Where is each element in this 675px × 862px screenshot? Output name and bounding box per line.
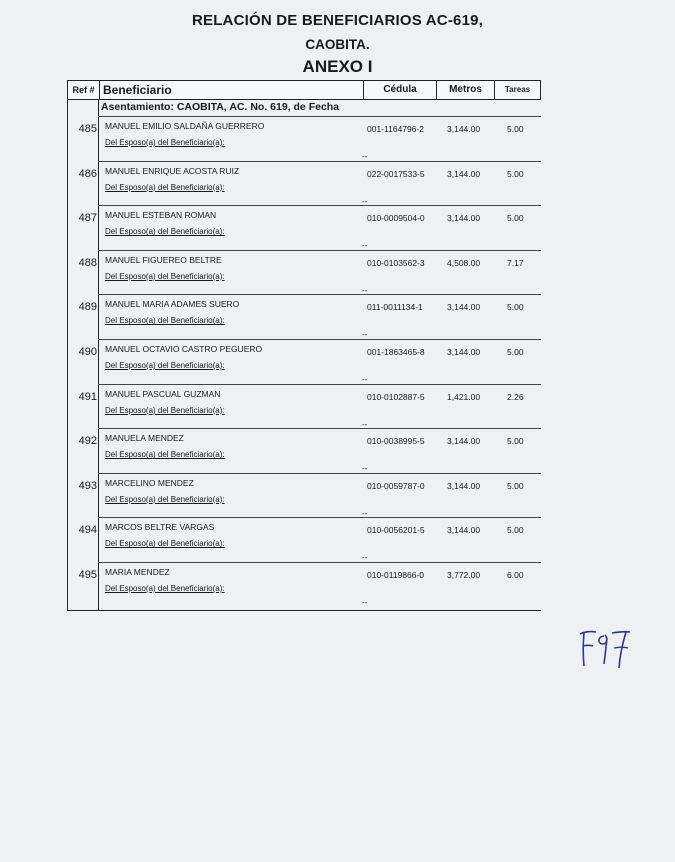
table-row [67,473,541,517]
beneficiary-name: MANUEL EMILIO SALDAÑA GUERRERO [105,121,265,131]
handwritten-signature-icon [574,624,634,672]
spouse-placeholder: -- [362,598,368,607]
row-separator [98,205,541,206]
table-bottom-border [67,610,541,611]
metros-value: 3,144.00 [447,168,481,179]
metros-value: 3,144.00 [447,124,481,134]
beneficiary-name: MANUELA MENDEZ [105,433,184,444]
annex-title: ANEXO I [302,57,373,76]
cedula-value: 011-0011134-1 [367,302,423,313]
tareas-value: 5.00 [507,124,524,134]
beneficiary-name: MARIA MENDEZ [105,567,170,577]
table-row [67,428,541,472]
spouse-placeholder: -- [362,285,368,295]
row-ref: 490 [78,346,97,358]
spouse-placeholder: -- [362,330,368,340]
cedula-value: 010-0059787-0 [367,480,425,491]
table-row [67,517,541,561]
spouse-placeholder: -- [362,375,368,384]
row-separator [98,116,541,117]
row-separator [98,428,541,429]
header-metros: Metros [436,81,494,99]
metros-value: 3,144.00 [447,302,481,313]
cedula-value: 010-0119866-0 [367,570,425,580]
header-beneficiary: Beneficiario [103,83,172,97]
spouse-placeholder: -- [362,196,368,206]
row-separator [98,562,541,563]
beneficiaries-table [67,80,542,610]
cedula-value: 010-0102887-5 [367,391,425,402]
row-separator [98,517,541,518]
row-separator [98,339,541,340]
row-ref: 489 [78,301,97,314]
spouse-label: Del Esposo(a) del Beneficiario(a): [105,584,225,593]
document-subtitle: CAOBITA. [305,37,370,52]
spouse-label: Del Esposo(a) del Beneficiario(a): [105,405,225,415]
metros-value: 3,144.00 [447,347,481,357]
spouse-label: Del Esposo(a) del Beneficiario(a): [105,539,225,549]
cedula-value: 010-0056201-5 [367,525,425,536]
row-separator [98,384,541,385]
cedula-value: 010-0103562-3 [367,257,425,268]
spouse-placeholder: -- [362,464,368,474]
spouse-placeholder: -- [362,419,368,429]
row-separator [98,161,541,162]
row-ref: 488 [78,256,97,269]
header-cedula: Cédula [363,81,436,99]
row-separator [98,294,541,295]
tareas-value: 6.00 [507,570,524,580]
tareas-value: 2.26 [507,391,524,402]
beneficiary-name: MANUEL PASCUAL GUZMAN [105,388,221,399]
metros-value: 3,144.00 [447,436,481,447]
row-ref: 495 [78,569,97,581]
beneficiary-name: MARCOS BELTRE VARGAS [105,522,215,533]
metros-value: 3,144.00 [447,480,481,491]
header-ref: Ref # [68,81,100,99]
table-row [67,384,541,428]
beneficiary-name: MANUEL ESTEBAN ROMAN [105,210,217,221]
row-ref: 487 [78,212,97,225]
row-ref: 485 [78,123,97,135]
tareas-value: 5.00 [507,480,524,491]
tareas-value: 5.00 [507,436,524,447]
row-ref: 491 [78,390,97,403]
table-row [67,562,541,606]
beneficiary-name: MARCELINO MENDEZ [105,477,194,488]
beneficiary-name: MANUEL ENRIQUE ACOSTA RUIZ [105,165,240,176]
cedula-value: 022-0017533-5 [367,168,425,179]
metros-value: 4,508.00 [447,257,481,268]
cedula-value: 001-1164796-2 [367,124,425,134]
table-row [67,294,541,338]
spouse-label: Del Esposo(a) del Beneficiario(a): [105,138,225,147]
beneficiary-name: MANUEL FIGUEREO BELTRE [105,254,222,265]
settlement-label: Asentamiento: CAOBITA, AC. No. 619, de Fecha [101,101,340,113]
table-row [67,161,541,205]
header-tareas: Tareas [494,81,540,99]
tareas-value: 5.00 [507,347,524,357]
cedula-value: 010-0038995-5 [367,436,425,447]
metros-value: 3,772.00 [447,570,481,580]
spouse-label: Del Esposo(a) del Beneficiario(a): [105,316,225,326]
table-row [67,116,541,160]
table-row [67,205,541,249]
tareas-value: 5.00 [507,525,524,536]
spouse-label: Del Esposo(a) del Beneficiario(a): [105,494,225,504]
metros-value: 3,144.00 [447,525,481,536]
metros-value: 1,421.00 [447,391,481,402]
spouse-label: Del Esposo(a) del Beneficiario(a): [105,361,225,370]
beneficiary-name: MANUEL MARIA ADAMES SUERO [105,299,240,310]
row-ref: 492 [78,435,97,448]
tareas-value: 5.00 [507,213,524,224]
row-separator [98,250,541,251]
table-header [67,80,541,100]
row-ref: 494 [78,524,97,537]
spouse-placeholder: -- [362,241,368,251]
cedula-value: 001-1863465-8 [367,347,425,357]
document-title: RELACIÓN DE BENEFICIARIOS AC-619, [191,12,484,29]
table-row [67,339,541,383]
spouse-label: Del Esposo(a) del Beneficiario(a): [105,450,225,460]
spouse-label: Del Esposo(a) del Beneficiario(a): [105,227,225,237]
row-separator [98,473,541,474]
tareas-value: 7.17 [507,257,524,268]
tareas-value: 5.00 [507,168,524,179]
row-ref: 493 [78,479,97,492]
cedula-value: 010-0009504-0 [367,213,425,224]
beneficiary-name: MANUEL OCTAVIO CASTRO PEGUERO [105,344,263,354]
spouse-label: Del Esposo(a) del Beneficiario(a): [105,182,225,192]
metros-value: 3,144.00 [447,213,481,224]
spouse-placeholder: -- [362,553,368,563]
spouse-label: Del Esposo(a) del Beneficiario(a): [105,271,225,281]
table-row [67,250,541,294]
tareas-value: 5.00 [507,302,524,313]
row-ref: 486 [78,167,97,180]
spouse-placeholder: -- [362,508,368,518]
spouse-placeholder: -- [362,152,368,161]
